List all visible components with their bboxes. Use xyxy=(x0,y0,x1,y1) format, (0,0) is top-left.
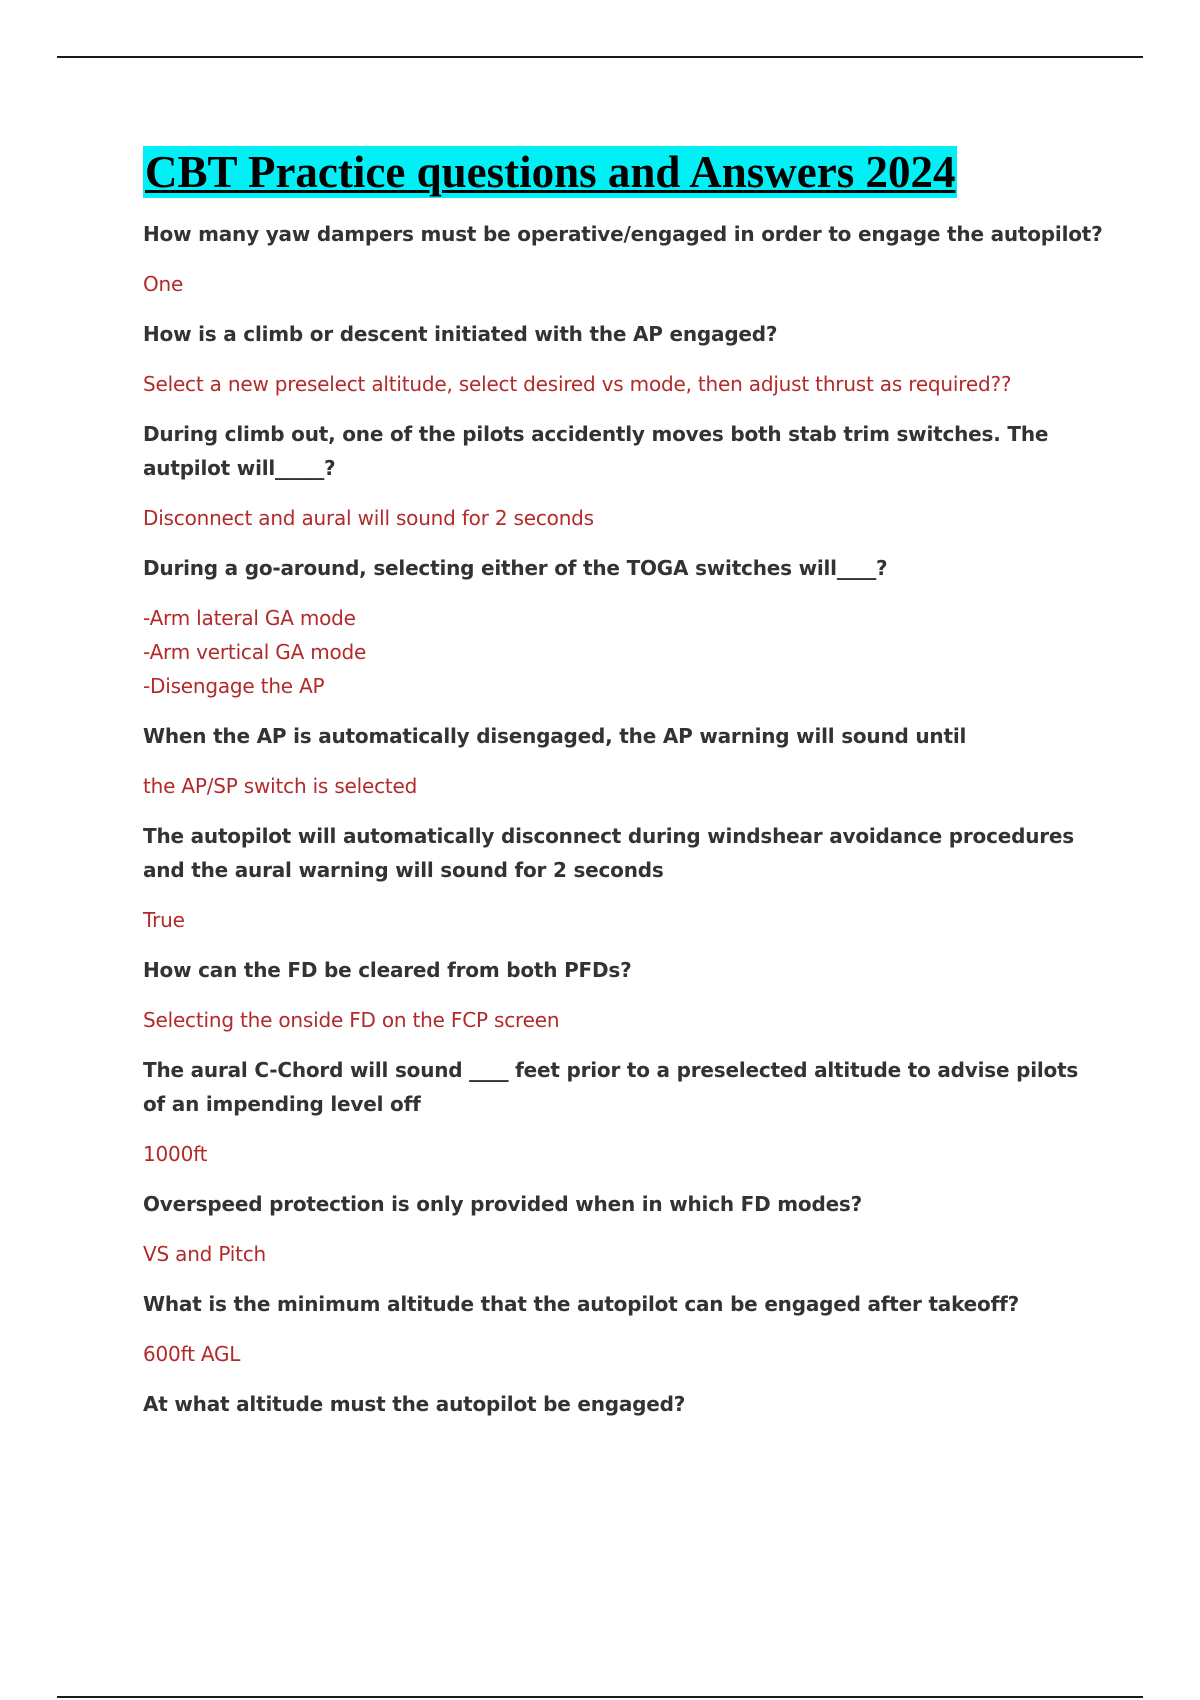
answer-9 xyxy=(143,1237,1103,1271)
answer-5-line-1: the AP/SP switch is selected xyxy=(143,774,418,798)
question-3: During climb out, one of the pilots accidently moves both stab trim switches. The autpilot will_____? xyxy=(143,422,1049,480)
answer-6 xyxy=(143,903,1103,937)
question-4: During a go-around, selecting either of the TOGA switches will____? xyxy=(143,556,888,580)
answer-8 xyxy=(143,1137,1103,1171)
answer-2 xyxy=(143,367,1103,401)
answer-10 xyxy=(143,1337,1103,1371)
question-5: When the AP is automatically disengaged, the AP warning will sound until xyxy=(143,724,967,748)
qa-item-4 xyxy=(143,551,1103,703)
document-title: CBT Practice questions and Answers 2024 xyxy=(145,147,956,197)
answer-3-line-1: Disconnect and aural will sound for 2 seconds xyxy=(143,506,594,530)
answer-2-line-1: Select a new preselect altitude, select desired vs mode, then adjust thrust as required?? xyxy=(143,372,1012,396)
question-9: Overspeed protection is only provided when in which FD modes? xyxy=(143,1192,863,1216)
question-1: How many yaw dampers must be operative/engaged in order to engage the autopilot? xyxy=(143,222,1103,246)
qa-item-7 xyxy=(143,953,1103,1037)
question-11: At what altitude must the autopilot be engaged? xyxy=(143,1392,686,1416)
qa-item-1 xyxy=(143,217,1103,301)
question-8: The aural C-Chord will sound ____ feet prior to a preselected altitude to advise pilots of an impending level off xyxy=(143,1058,1079,1116)
qa-item-11 xyxy=(143,1387,1103,1421)
qa-item-5 xyxy=(143,719,1103,803)
qa-item-8 xyxy=(143,1053,1103,1171)
question-2: How is a climb or descent initiated with the AP engaged? xyxy=(143,322,778,346)
qa-item-9 xyxy=(143,1187,1103,1271)
answer-5 xyxy=(143,769,1103,803)
qa-item-6 xyxy=(143,819,1103,937)
answer-1 xyxy=(143,267,1103,301)
answer-7 xyxy=(143,1003,1103,1037)
answer-4-line-3: -Disengage the AP xyxy=(143,674,325,698)
top-divider xyxy=(57,56,1143,58)
bottom-divider xyxy=(57,1696,1143,1698)
answer-4-line-2: -Arm vertical GA mode xyxy=(143,640,367,664)
question-7: How can the FD be cleared from both PFDs? xyxy=(143,958,632,982)
answer-7-line-1: Selecting the onside FD on the FCP screen xyxy=(143,1008,560,1032)
answer-8-line-1: 1000ft xyxy=(143,1142,208,1166)
answer-4-line-1: -Arm lateral GA mode xyxy=(143,606,356,630)
answer-3 xyxy=(143,501,1103,535)
document-body xyxy=(143,146,1103,1437)
answer-9-line-1: VS and Pitch xyxy=(143,1242,267,1266)
answer-1-line-1: One xyxy=(143,272,184,296)
answer-6-line-1: True xyxy=(143,908,185,932)
qa-item-2 xyxy=(143,317,1103,401)
question-6: The autopilot will automatically disconnect during windshear avoidance procedures and the aural warning will sound for 2 seconds xyxy=(143,824,1074,882)
answer-10-line-1: 600ft AGL xyxy=(143,1342,241,1366)
qa-item-3 xyxy=(143,417,1103,535)
question-10: What is the minimum altitude that the autopilot can be engaged after takeoff? xyxy=(143,1292,1019,1316)
answer-4 xyxy=(143,601,1103,703)
qa-item-10 xyxy=(143,1287,1103,1371)
qa-list xyxy=(143,217,1103,1421)
